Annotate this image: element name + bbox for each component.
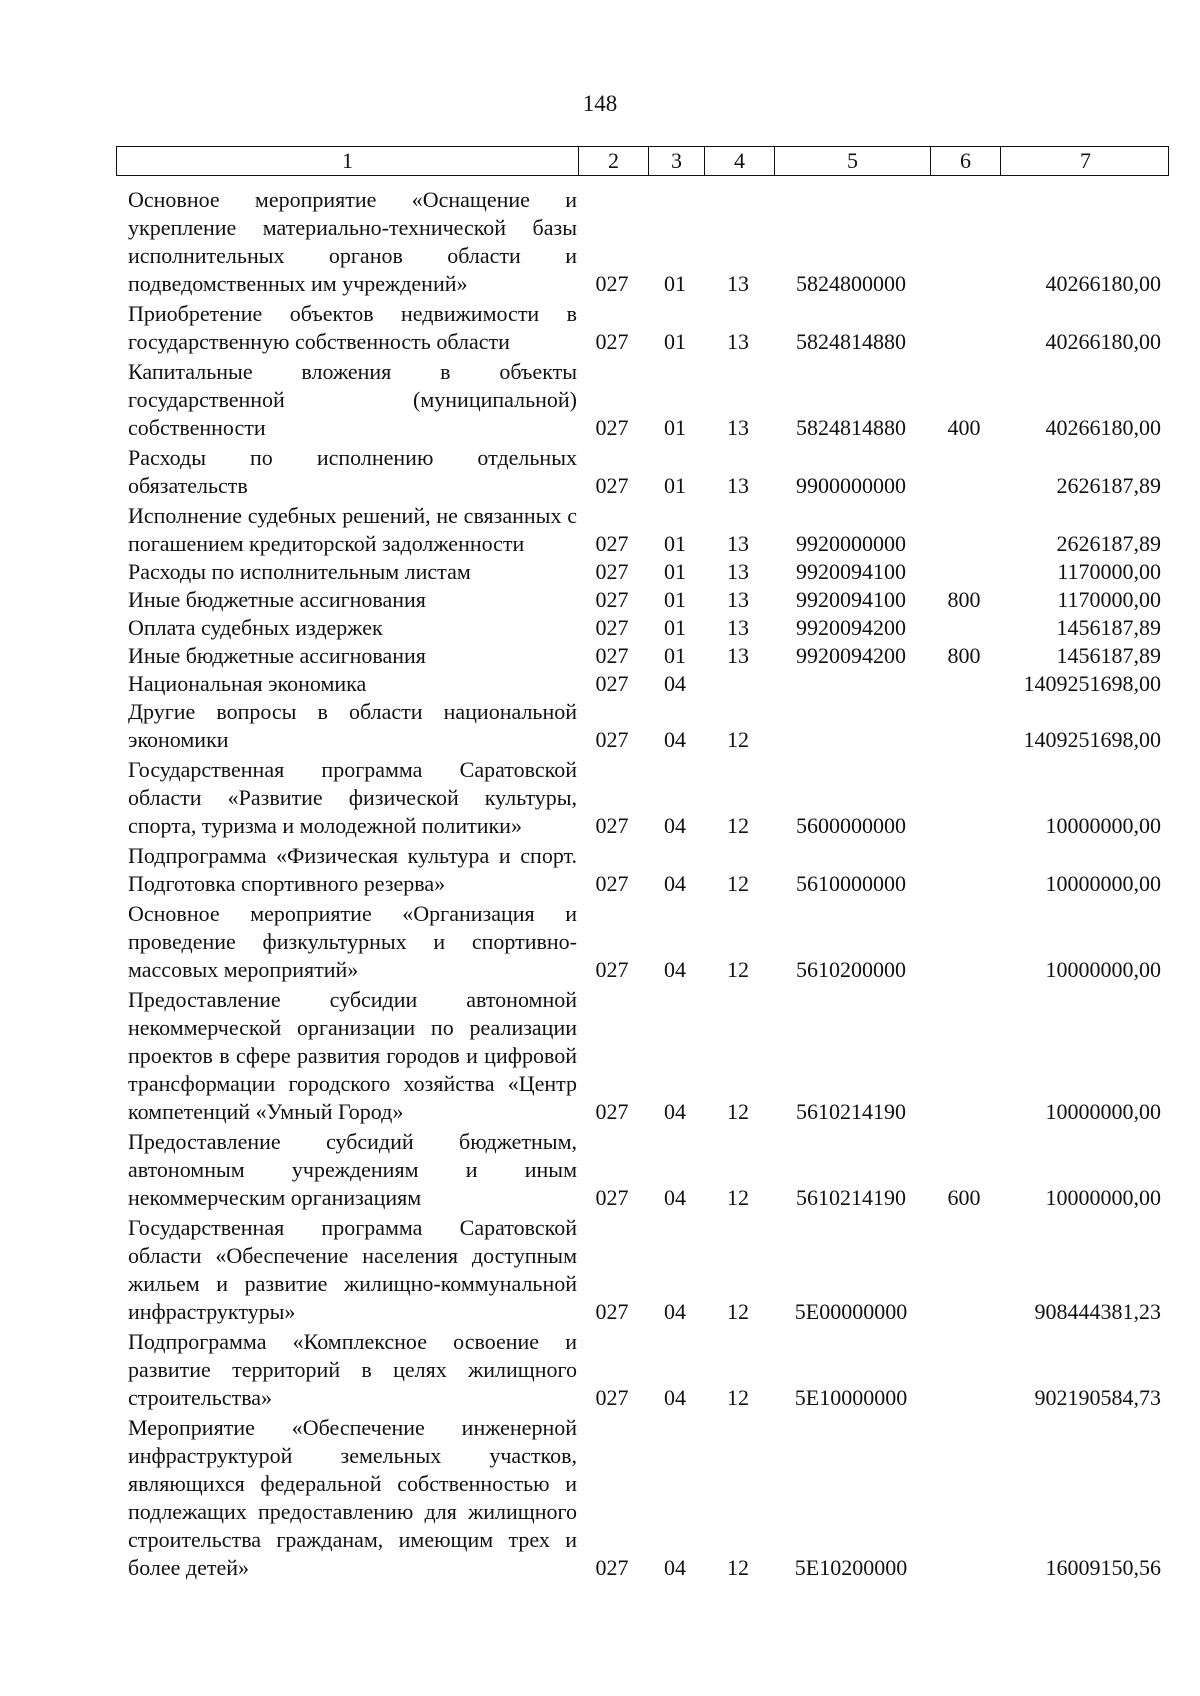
row-col-2: 027	[595, 643, 629, 668]
row-col-3: 01	[664, 559, 686, 584]
column-header: 4	[704, 147, 774, 175]
row-col-4: 13	[727, 615, 749, 640]
row-amount: 2626187,89	[1056, 531, 1161, 556]
row-col-3: 04	[664, 871, 686, 896]
row-col-5: 9920094200	[796, 643, 906, 668]
row-description: Национальная экономика	[128, 671, 367, 696]
row-amount: 10000000,00	[1045, 1099, 1161, 1124]
row-col-2: 027	[595, 415, 629, 440]
row-col-2: 027	[595, 671, 629, 696]
row-col-3: 04	[664, 727, 686, 752]
row-description: Иные бюджетные ассигнования	[128, 587, 426, 612]
table-body	[116, 186, 1169, 1582]
row-col-3: 01	[664, 531, 686, 556]
budget-table	[116, 146, 1169, 1582]
row-col-4: 12	[727, 871, 749, 896]
row-description: Расходы по исполнению отдельных обязательств	[128, 445, 577, 498]
row-col-4: 12	[727, 727, 749, 752]
row-description: Государственная программа Саратовской области «Обеспечение населения доступным жильем и развитие жилищно-коммунальной инфраструктуры»	[128, 1215, 577, 1324]
row-description: Основное мероприятие «Организация и проведение физкультурных и спортивно-массовых мероприятий»	[128, 901, 577, 982]
table-row	[116, 756, 1169, 840]
row-col-4: 12	[727, 957, 749, 982]
row-col-3: 01	[664, 329, 686, 354]
row-col-5: 9920094100	[796, 587, 906, 612]
row-col-5: 5610000000	[796, 871, 906, 896]
row-col-3: 01	[664, 615, 686, 640]
row-amount: 1456187,89	[1056, 615, 1161, 640]
table-row	[116, 1128, 1169, 1212]
table-row	[116, 1214, 1169, 1326]
row-col-5: 9920094100	[796, 559, 906, 584]
table-row	[116, 444, 1169, 500]
row-amount: 10000000,00	[1045, 813, 1161, 838]
row-col-2: 027	[595, 1385, 629, 1410]
row-col-2: 027	[595, 1555, 629, 1580]
row-col-5: 5600000000	[796, 813, 906, 838]
row-col-5: 5610214190	[796, 1099, 906, 1124]
row-col-4: 13	[727, 559, 749, 584]
row-col-4: 12	[727, 1555, 749, 1580]
table-row	[116, 986, 1169, 1126]
row-description: Приобретение объектов недвижимости в государственную собственность области	[128, 301, 577, 354]
row-col-2: 027	[595, 615, 629, 640]
row-description: Подпрограмма «Комплексное освоение и развитие территорий в целях жилищного строительства»	[128, 1329, 577, 1410]
row-col-3: 04	[664, 1385, 686, 1410]
row-col-5: 5824814880	[796, 329, 906, 354]
row-col-2: 027	[595, 1299, 629, 1324]
row-col-5: 5610214190	[796, 1185, 906, 1210]
table-header-row	[116, 146, 1169, 176]
row-col-5: 9920094200	[796, 615, 906, 640]
row-col-6: 800	[947, 587, 981, 612]
row-col-4: 12	[727, 1185, 749, 1210]
row-col-5: 5Е00000000	[794, 1299, 908, 1324]
row-amount: 1170000,00	[1057, 559, 1161, 584]
row-description: Расходы по исполнительным листам	[128, 559, 471, 584]
row-amount: 10000000,00	[1045, 957, 1161, 982]
row-col-4: 13	[727, 473, 749, 498]
row-col-4: 12	[727, 1099, 749, 1124]
row-col-2: 027	[595, 329, 629, 354]
row-col-4: 12	[727, 1299, 749, 1324]
table-row	[116, 558, 1169, 586]
row-col-2: 027	[595, 1099, 629, 1124]
row-amount: 16009150,56	[1045, 1555, 1161, 1580]
row-description: Подпрограмма «Физическая культура и спорт. Подготовка спортивного резерва»	[128, 843, 577, 896]
column-header: 6	[930, 147, 1000, 175]
row-amount: 908444381,23	[1034, 1299, 1161, 1324]
table-row	[116, 1414, 1169, 1582]
row-col-6: 800	[947, 643, 981, 668]
row-amount: 10000000,00	[1045, 1185, 1161, 1210]
row-col-5: 5824814880	[796, 415, 906, 440]
table-row	[116, 614, 1169, 642]
row-col-2: 027	[595, 727, 629, 752]
row-col-4: 13	[727, 531, 749, 556]
row-col-3: 01	[664, 271, 686, 296]
row-amount: 40266180,00	[1045, 329, 1161, 354]
row-description: Иные бюджетные ассигнования	[128, 643, 426, 668]
row-col-3: 04	[664, 1299, 686, 1324]
row-col-3: 04	[664, 1185, 686, 1210]
row-col-3: 01	[664, 643, 686, 668]
column-header: 2	[578, 147, 648, 175]
row-col-5: 5Е10200000	[794, 1555, 908, 1580]
table-row	[116, 900, 1169, 984]
row-col-3: 01	[664, 415, 686, 440]
table-row	[116, 670, 1169, 698]
row-col-3: 01	[664, 473, 686, 498]
table-row	[116, 186, 1169, 298]
row-col-6: 400	[947, 415, 981, 440]
table-row	[116, 698, 1169, 754]
row-col-2: 027	[595, 531, 629, 556]
row-col-5: 9900000000	[796, 473, 906, 498]
table-row	[116, 502, 1169, 558]
row-col-2: 027	[595, 559, 629, 584]
table-row	[116, 1328, 1169, 1412]
row-description: Мероприятие «Обеспечение инженерной инфраструктурой земельных участков, являющихся федеральной собственностью и подлежащих предоставлению для жилищного строительства гражданам, имеющим трех и более детей»	[128, 1415, 577, 1580]
row-amount: 1409251698,00	[1023, 671, 1161, 696]
row-col-2: 027	[595, 957, 629, 982]
row-col-2: 027	[595, 473, 629, 498]
column-header: 1	[342, 148, 353, 173]
row-col-5: 5824800000	[796, 271, 906, 296]
row-col-2: 027	[595, 871, 629, 896]
row-col-4: 12	[727, 813, 749, 838]
row-amount: 1409251698,00	[1023, 727, 1161, 752]
row-col-2: 027	[595, 587, 629, 612]
column-header: 7	[1000, 147, 1170, 175]
row-col-3: 04	[664, 671, 686, 696]
table-row	[116, 300, 1169, 356]
row-amount: 1456187,89	[1056, 643, 1161, 668]
row-amount: 902190584,73	[1034, 1385, 1161, 1410]
row-description: Основное мероприятие «Оснащение и укрепление материально-технической базы исполнительных органов области и подведомственных им учреждений»	[128, 187, 577, 296]
row-col-3: 04	[664, 1555, 686, 1580]
row-col-5: 9920000000	[796, 531, 906, 556]
row-description: Другие вопросы в области национальной экономики	[128, 699, 577, 752]
row-amount: 10000000,00	[1045, 871, 1161, 896]
row-col-2: 027	[595, 1185, 629, 1210]
row-col-3: 04	[664, 813, 686, 838]
row-col-4: 12	[727, 1385, 749, 1410]
row-col-2: 027	[595, 271, 629, 296]
row-col-3: 04	[664, 957, 686, 982]
row-col-3: 04	[664, 1099, 686, 1124]
row-description: Оплата судебных издержек	[128, 615, 383, 640]
row-description: Предоставление субсидии автономной некоммерческой организации по реализации проектов в сфере развития городов и цифровой трансформации городского хозяйства «Центр компетенций «Умный Город»	[128, 987, 577, 1124]
row-col-5: 5610200000	[796, 957, 906, 982]
row-description: Капитальные вложения в объекты государственной (муниципальной) собственности	[128, 359, 577, 440]
table-row	[116, 358, 1169, 442]
row-amount: 40266180,00	[1045, 271, 1161, 296]
row-col-6: 600	[947, 1185, 981, 1210]
row-amount: 40266180,00	[1045, 415, 1161, 440]
row-description: Исполнение судебных решений, не связанных с погашением кредиторской задолженности	[128, 503, 577, 556]
row-description: Государственная программа Саратовской области «Развитие физической культуры, спорта, туризма и молодежной политики»	[128, 757, 577, 838]
table-row	[116, 586, 1169, 614]
row-col-5: 5Е10000000	[794, 1385, 908, 1410]
table-row	[116, 842, 1169, 898]
column-header: 5	[774, 147, 930, 175]
row-col-4: 13	[727, 271, 749, 296]
row-amount: 2626187,89	[1056, 473, 1161, 498]
page-number: 148	[582, 91, 618, 116]
row-col-4: 13	[727, 643, 749, 668]
row-col-4: 13	[727, 587, 749, 612]
row-description: Предоставление субсидий бюджетным, автономным учреждениям и иным некоммерческим организациям	[128, 1129, 577, 1210]
row-col-2: 027	[595, 813, 629, 838]
row-col-4: 13	[727, 415, 749, 440]
row-amount: 1170000,00	[1057, 587, 1161, 612]
table-row	[116, 642, 1169, 670]
column-header: 3	[648, 147, 704, 175]
row-col-3: 01	[664, 587, 686, 612]
row-col-4: 13	[727, 329, 749, 354]
